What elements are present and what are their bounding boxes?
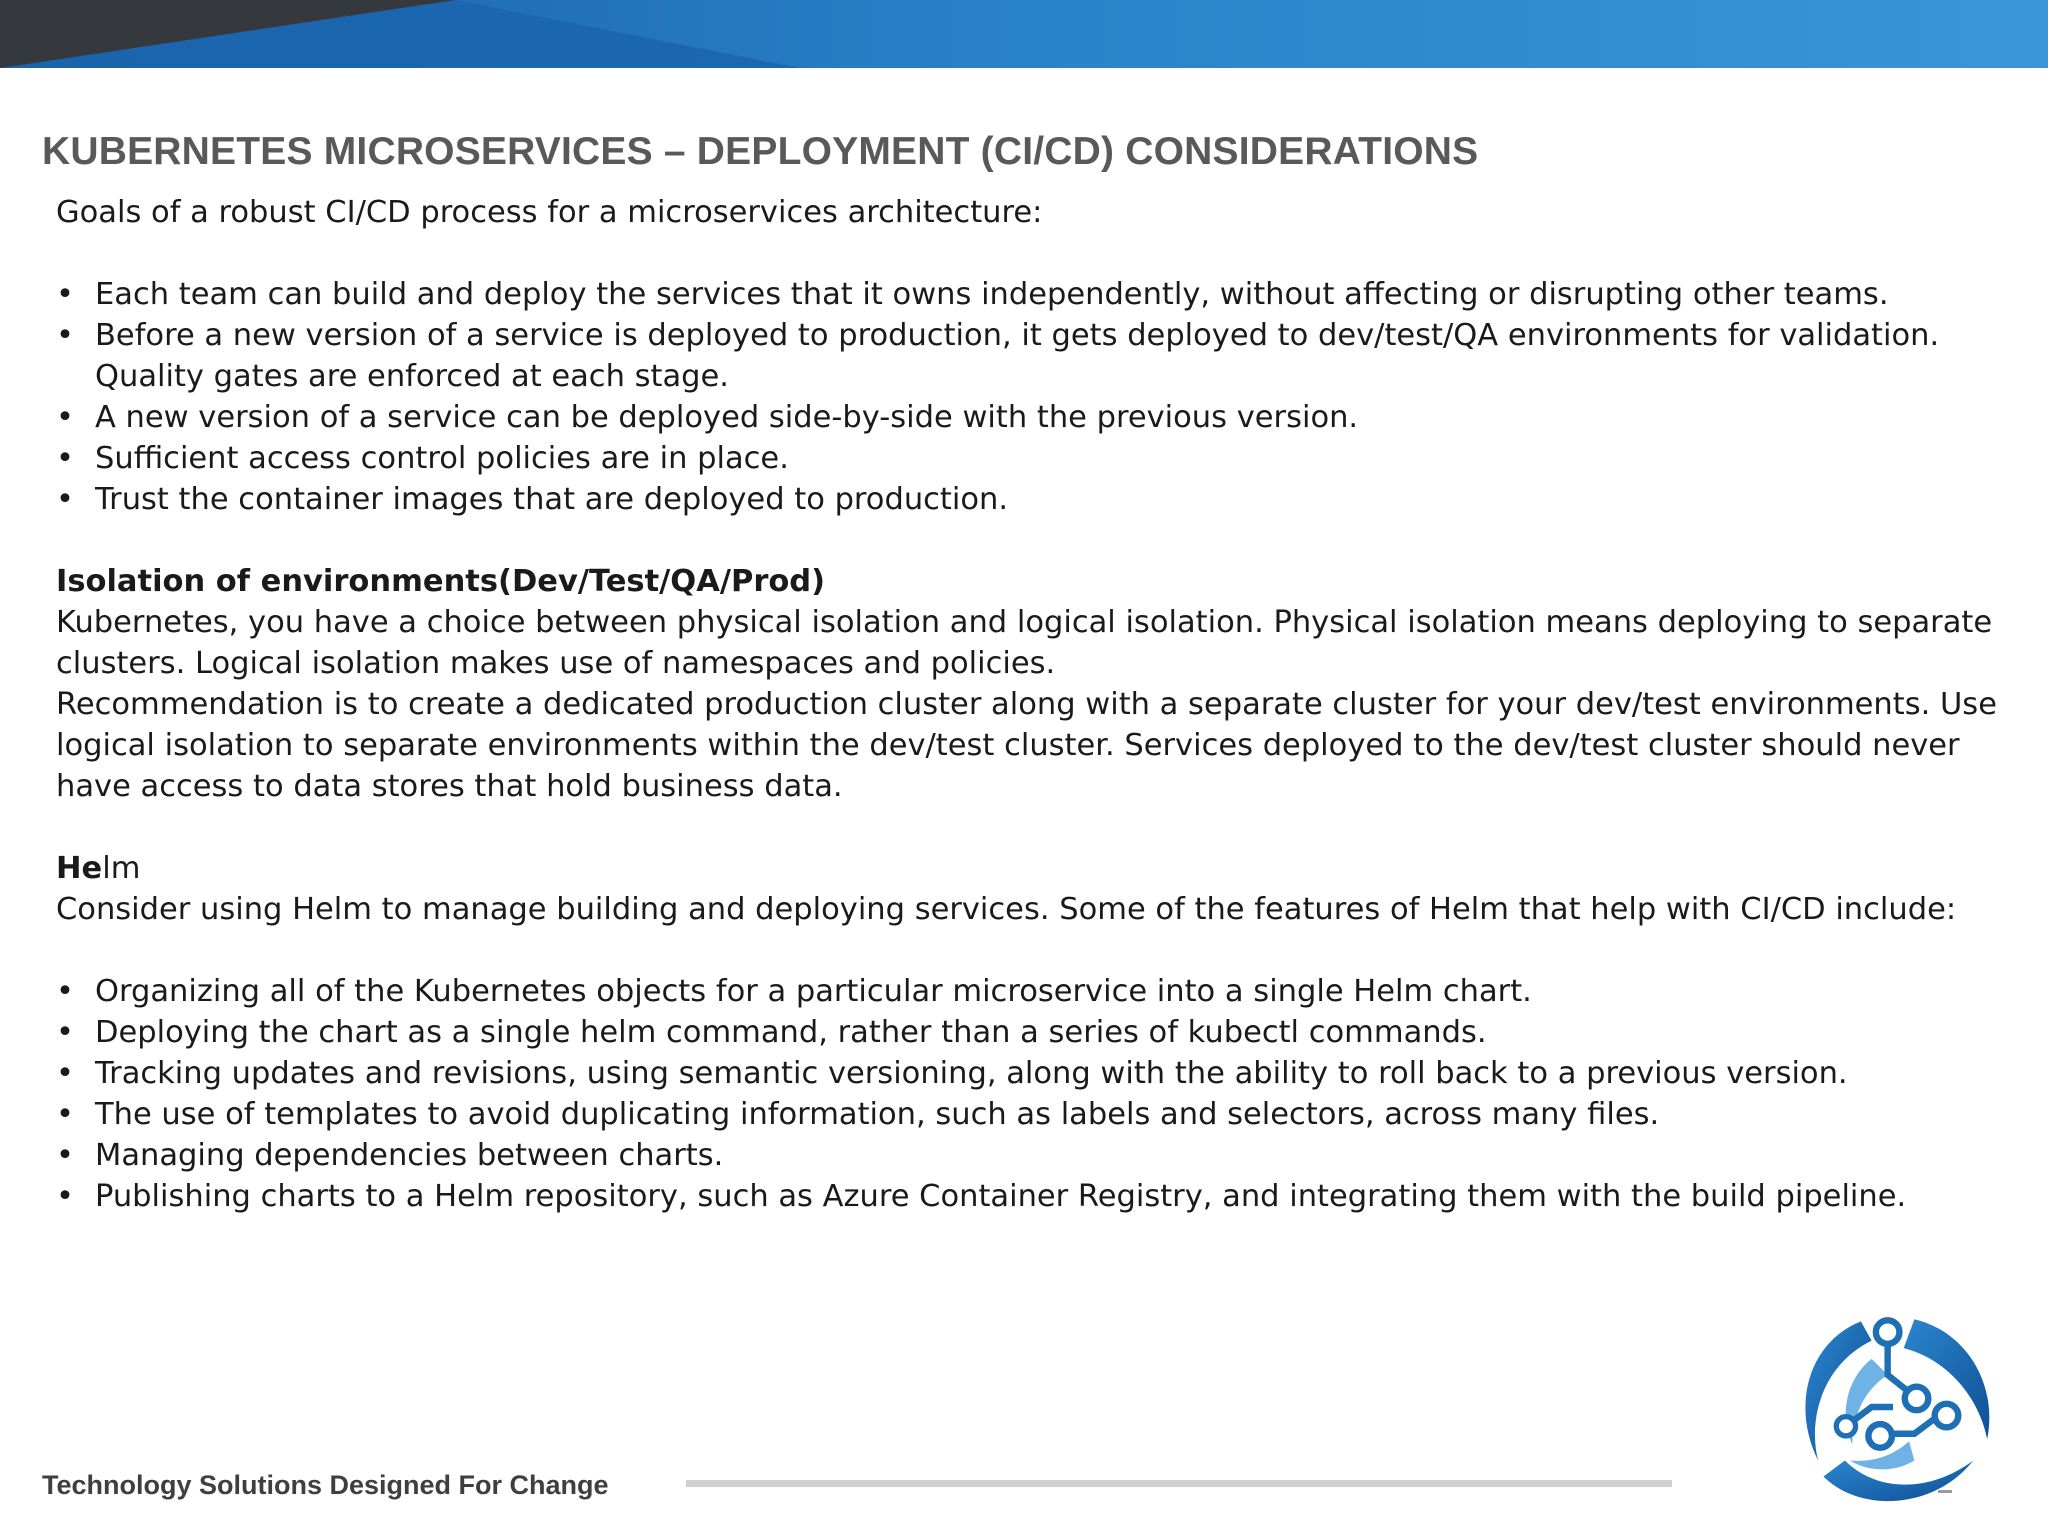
helm-heading-bold: He	[56, 851, 103, 886]
list-item	[56, 1053, 2016, 1094]
top-banner	[0, 0, 2048, 68]
slide-content	[56, 192, 2016, 1217]
spacer	[56, 807, 2016, 848]
list-item-text: Deploying the chart as a single helm command, rather than a series of kubectl commands.	[95, 1015, 1487, 1050]
list-item-text: Before a new version of a service is deployed to production, it gets deployed to dev/test/QA environments for validation. Quality gates are enforced at each stage.	[95, 318, 1940, 394]
list-item	[56, 479, 2016, 520]
bullet-icon: •	[56, 482, 74, 517]
bullet-icon: •	[56, 974, 74, 1009]
bullet-icon: •	[56, 277, 74, 312]
list-item	[56, 1094, 2016, 1135]
list-item-text: Each team can build and deploy the services that it owns independently, without affecting or disrupting other teams.	[95, 277, 1889, 312]
goals-list	[56, 274, 2016, 520]
spacer	[56, 520, 2016, 561]
list-item	[56, 274, 2016, 315]
list-item-text: The use of templates to avoid duplicating information, such as labels and selectors, across many files.	[95, 1097, 1660, 1132]
helm-intro: Consider using Helm to manage building and deploying services. Some of the features of Helm that help with CI/CD include:	[56, 892, 1957, 927]
isolation-paragraph-2: Recommendation is to create a dedicated production cluster along with a separate cluster for your dev/test environments. Use logical isolation to separate environments within the dev/test cluster. Services deployed to the dev/test cluster should never have access to data stores that hold business data.	[56, 687, 1997, 804]
bullet-icon: •	[56, 1056, 74, 1091]
footer-tagline: Technology Solutions Designed For Change	[42, 1470, 609, 1500]
list-item-text: Tracking updates and revisions, using semantic versioning, along with the ability to roll back to a previous version.	[95, 1056, 1848, 1091]
company-logo-icon	[1786, 1300, 2000, 1514]
bullet-icon: •	[56, 1179, 74, 1214]
list-item-text: Publishing charts to a Helm repository, such as Azure Container Registry, and integrating them with the build pipeline.	[95, 1179, 1907, 1214]
list-item	[56, 1135, 2016, 1176]
helm-heading	[56, 848, 2016, 889]
footer-divider	[686, 1480, 1672, 1487]
bullet-icon: •	[56, 1138, 74, 1173]
bullet-icon: •	[56, 1097, 74, 1132]
list-item-text: A new version of a service can be deployed side-by-side with the previous version.	[95, 400, 1359, 435]
goals-intro: Goals of a robust CI/CD process for a microservices architecture:	[56, 195, 1043, 230]
spacer	[56, 930, 2016, 971]
list-item	[56, 971, 2016, 1012]
helm-heading-rest: lm	[102, 851, 141, 886]
list-item	[56, 315, 2016, 397]
bullet-icon: •	[56, 400, 74, 435]
list-item	[56, 438, 2016, 479]
page-title: KUBERNETES MICROSERVICES – DEPLOYMENT (CI/CD) CONSIDERATIONS	[42, 130, 1479, 174]
list-item-text: Sufficient access control policies are in place.	[95, 441, 789, 476]
spacer	[56, 233, 2016, 274]
list-item-text: Organizing all of the Kubernetes objects for a particular microservice into a single Helm chart.	[95, 974, 1532, 1009]
list-item-text: Managing dependencies between charts.	[95, 1138, 724, 1173]
bullet-icon: •	[56, 318, 74, 353]
bullet-icon: •	[56, 441, 74, 476]
isolation-heading: Isolation of environments(Dev/Test/QA/Prod)	[56, 564, 826, 599]
list-item	[56, 1176, 2016, 1217]
list-item	[56, 1012, 2016, 1053]
isolation-paragraph-1: Kubernetes, you have a choice between physical isolation and logical isolation. Physical isolation means deploying to separate clusters. Logical isolation makes use of namespaces and policies.	[56, 605, 1993, 681]
list-item-text: Trust the container images that are deployed to production.	[95, 482, 1009, 517]
helm-features-list	[56, 971, 2016, 1217]
bullet-icon: •	[56, 1015, 74, 1050]
list-item	[56, 397, 2016, 438]
